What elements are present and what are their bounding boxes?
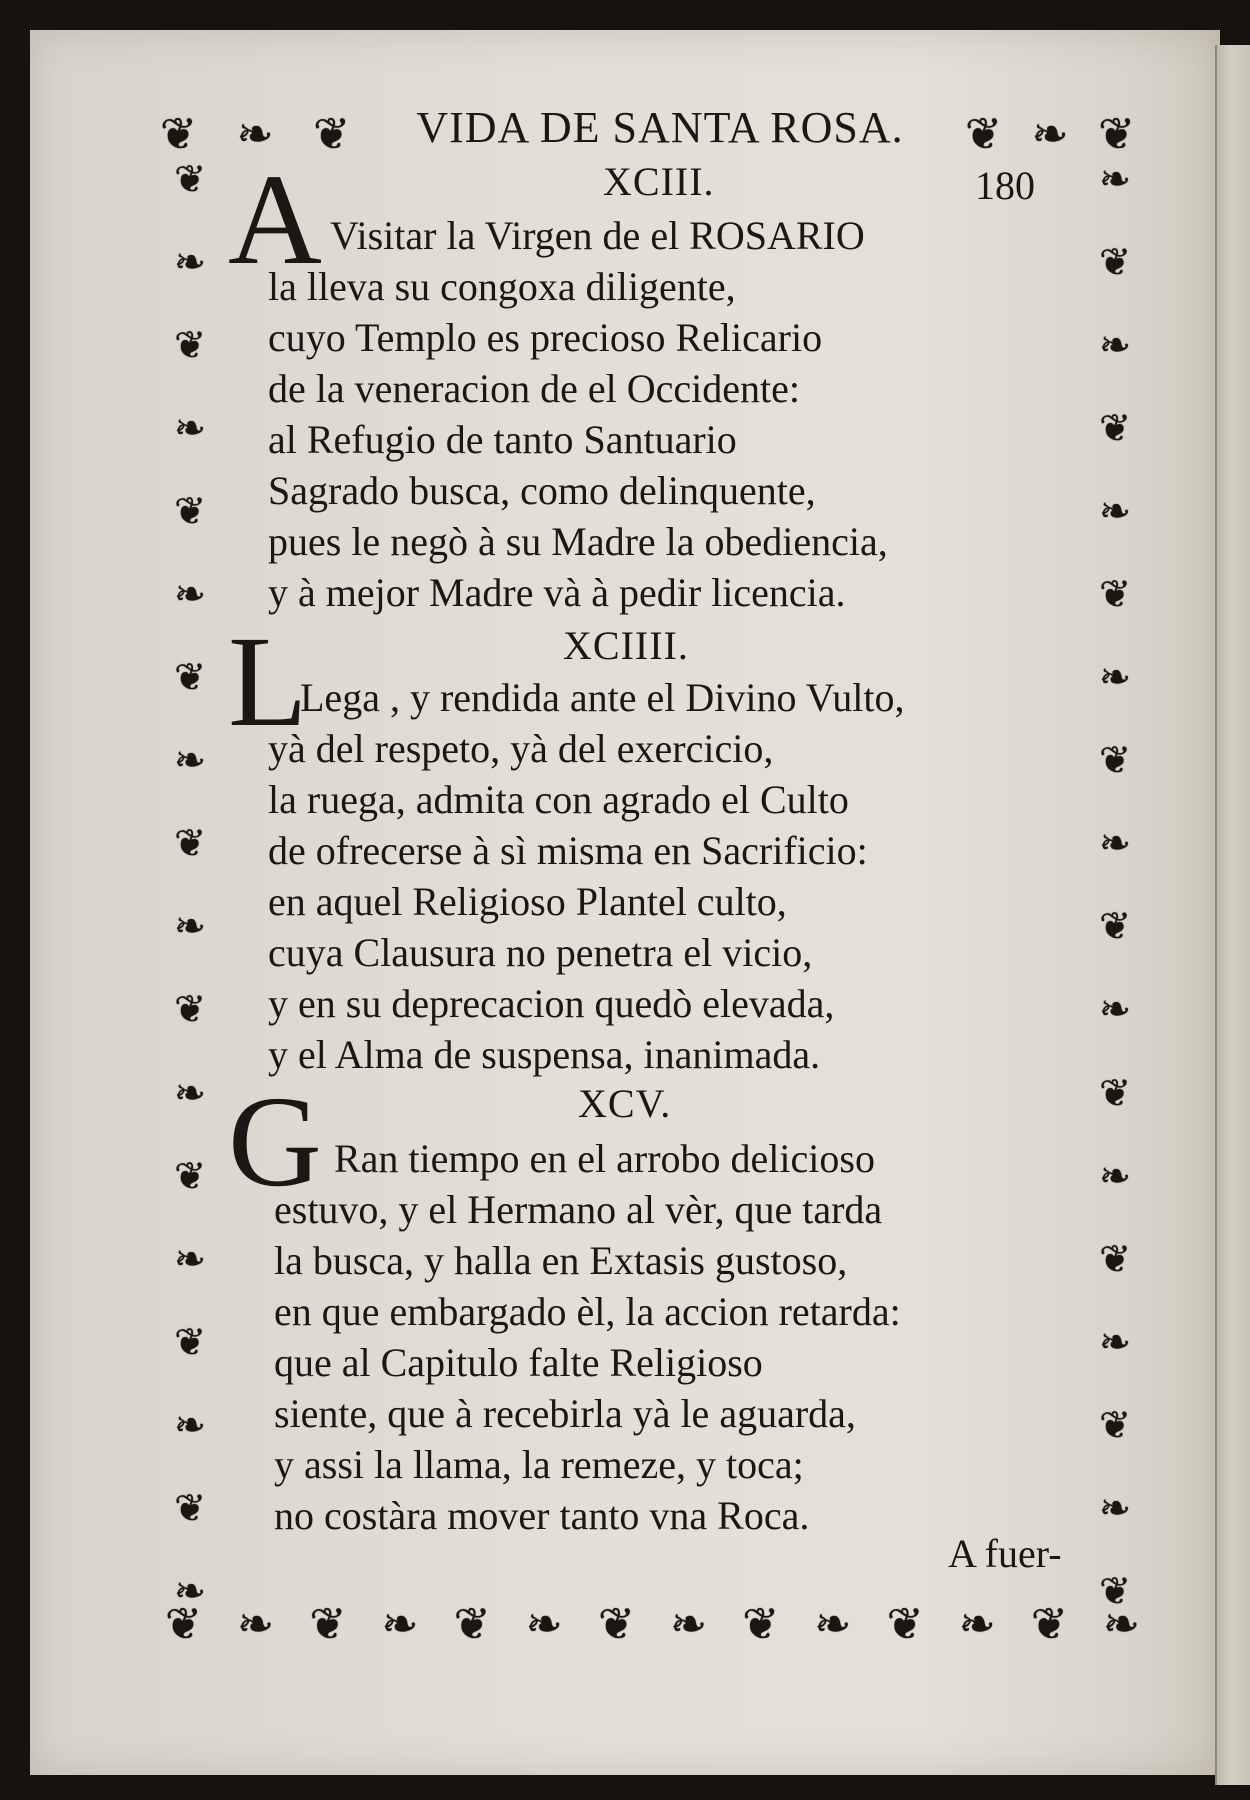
fleuron-icon: ❦	[965, 109, 1002, 160]
fleuron-icon: ❦	[174, 987, 206, 1032]
stanza-2-lines	[268, 672, 904, 1080]
verse-line: y assi la llama, la remeze, y toca;	[274, 1442, 804, 1487]
fleuron-icon: ❧	[1099, 821, 1131, 866]
verse-line: cuya Clausura no penetra el vicio,	[268, 930, 813, 975]
stanza-1-lines	[268, 210, 888, 618]
verse-line: de ofrecerse à sì misma en Sacrificio:	[268, 828, 868, 873]
fleuron-icon: ❧	[670, 1599, 707, 1650]
verse-line: pues le negò à su Madre la obediencia,	[268, 519, 888, 564]
fleuron-icon: ❧	[958, 1599, 996, 1650]
fleuron-icon: ❧	[381, 1599, 419, 1650]
fleuron-icon: ❧	[1099, 489, 1131, 534]
drop-cap: A	[228, 148, 322, 292]
fleuron-icon: ❧	[1099, 323, 1131, 368]
fleuron-icon: ❦	[1098, 109, 1135, 160]
fleuron-icon: ❧	[237, 1599, 275, 1650]
verse-line: estuvo, y el Hermano al vèr, que tarda	[274, 1187, 883, 1232]
verse-line: Lega , y rendida ante el Divino Vulto,	[300, 675, 905, 720]
verse-line: en aquel Religioso Plantel culto,	[268, 879, 787, 924]
fleuron-icon: ❦	[1099, 1070, 1131, 1115]
fleuron-icon: ❦	[174, 1153, 206, 1198]
verse-line: de la veneracion de el Occidente:	[268, 366, 800, 411]
verse-line: Ran tiempo en el arrobo delicioso	[334, 1136, 875, 1181]
verse-line: la lleva su congoxa diligente,	[268, 264, 736, 309]
drop-cap: L	[228, 610, 308, 754]
fleuron-icon: ❧	[525, 1599, 563, 1650]
verse-line: Visitar la Virgen de el ROSARIO	[330, 213, 865, 258]
fleuron-icon: ❧	[1103, 1599, 1140, 1650]
fleuron-icon: ❦	[174, 821, 206, 866]
fleuron-icon: ❦	[1099, 1236, 1131, 1281]
fleuron-icon: ❧	[1031, 109, 1069, 160]
fleuron-icon: ❦	[174, 655, 206, 700]
fleuron-icon: ❧	[174, 1568, 206, 1613]
next-leaf-edge	[1215, 45, 1250, 1785]
verse-line: siente, que à recebirla yà le aguarda,	[274, 1391, 856, 1436]
catchword: A fuer-	[948, 1531, 1062, 1576]
verse-line: no costàra mover tanto vna Roca.	[274, 1493, 810, 1538]
fleuron-icon: ❦	[1099, 904, 1131, 949]
fleuron-icon: ❦	[174, 157, 206, 201]
fleuron-icon: ❧	[1099, 655, 1131, 700]
fleuron-icon: ❦	[597, 1599, 635, 1650]
page-number: 180	[975, 163, 1035, 208]
fleuron-icon: ❧	[236, 109, 274, 160]
verse-line: cuyo Templo es precioso Relicario	[268, 315, 823, 360]
fleuron-icon: ❦	[313, 109, 350, 160]
fleuron-icon: ❦	[453, 1599, 491, 1650]
fleuron-icon: ❧	[174, 904, 206, 949]
fleuron-icon: ❧	[1099, 1319, 1131, 1364]
verse-line: Sagrado busca, como delinquente,	[268, 468, 816, 513]
verse-line: que al Capitulo falte Religioso	[274, 1340, 763, 1385]
fleuron-icon: ❦	[1030, 1599, 1068, 1650]
fleuron-icon: ❦	[174, 1319, 206, 1364]
ornament-bottom	[165, 1595, 1140, 1655]
stanza-number: XCV.	[578, 1081, 672, 1126]
fleuron-icon: ❦	[174, 323, 206, 368]
stanza-number: XCIII.	[603, 159, 715, 204]
stanza-3-lines	[274, 1133, 901, 1541]
verse-line: en que embargado èl, la accion retarda:	[274, 1289, 901, 1334]
fleuron-icon: ❧	[174, 1402, 206, 1447]
verse-line: yà del respeto, yà del exercicio,	[268, 726, 774, 771]
fleuron-icon: ❧	[814, 1599, 852, 1650]
fleuron-icon: ❧	[174, 738, 206, 783]
verse-line: al Refugio de tanto Santuario	[268, 417, 737, 462]
fleuron-icon: ❦	[1099, 1402, 1131, 1447]
fleuron-icon: ❧	[174, 572, 206, 617]
running-head: VIDA DE SANTA ROSA.	[416, 103, 904, 152]
fleuron-icon: ❧	[1099, 157, 1131, 201]
ornament-left	[160, 157, 220, 1613]
fleuron-icon: ❦	[1099, 1568, 1131, 1613]
ornament-top-right	[965, 110, 1135, 160]
fleuron-icon: ❦	[174, 489, 206, 534]
fleuron-icon: ❦	[742, 1599, 780, 1650]
fleuron-icon: ❧	[1099, 1153, 1131, 1198]
drop-cap: G	[228, 1070, 322, 1214]
fleuron-icon: ❦	[309, 1599, 347, 1650]
fleuron-icon: ❧	[174, 1236, 206, 1281]
verse-line: y el Alma de suspensa, inanimada.	[268, 1032, 821, 1077]
fleuron-icon: ❦	[1099, 406, 1131, 451]
fleuron-icon: ❦	[160, 109, 197, 160]
ornament-right	[1085, 157, 1145, 1613]
verse-line: y à mejor Madre và à pedir licencia.	[268, 570, 846, 615]
verse-line: y en su deprecacion quedò elevada,	[268, 981, 835, 1026]
fleuron-icon: ❦	[886, 1599, 924, 1650]
fleuron-icon: ❦	[1099, 572, 1131, 617]
fleuron-icon: ❧	[174, 406, 206, 451]
verse-line: la ruega, admita con agrado el Culto	[268, 777, 849, 822]
fleuron-icon: ❦	[1099, 240, 1131, 285]
fleuron-icon: ❧	[174, 240, 206, 285]
stanza-number: XCIIII.	[563, 623, 689, 668]
fleuron-icon: ❦	[174, 1485, 206, 1530]
fleuron-icon: ❧	[174, 1070, 206, 1115]
fleuron-icon: ❧	[1099, 987, 1131, 1032]
fleuron-icon: ❦	[1099, 738, 1131, 783]
fleuron-icon: ❦	[165, 1599, 202, 1650]
verse-line: la busca, y halla en Extasis gustoso,	[274, 1238, 848, 1283]
fleuron-icon: ❧	[1099, 1485, 1131, 1530]
